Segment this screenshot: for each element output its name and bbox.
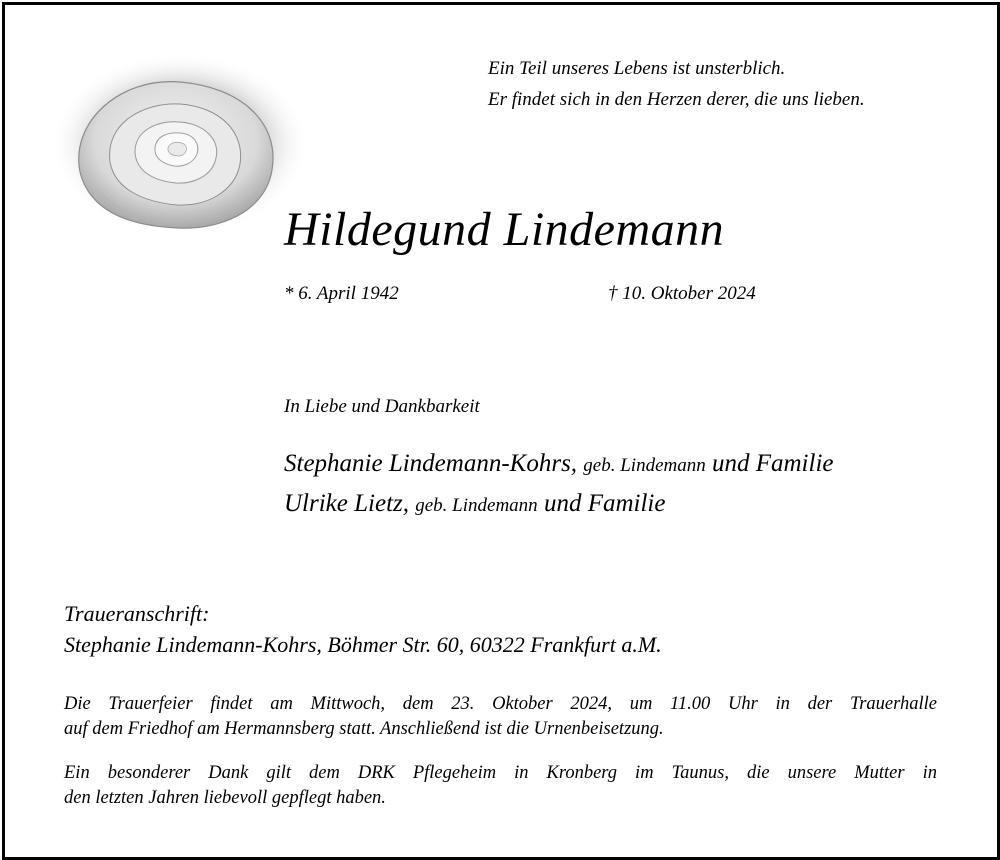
quote [488,53,865,115]
address-name: Stephanie Lindemann-Kohrs, [64,632,322,657]
mourner-line [284,490,665,518]
ceremony-paragraph [64,692,937,742]
birth-date: * 6. April 1942 [284,283,399,304]
death-date: † 10. Oktober 2024 [608,283,756,304]
mourner-name: Stephanie Lindemann-Kohrs, [284,450,578,477]
address-line [64,632,662,658]
address-street: Böhmer Str. 60, 60322 Frankfurt a.M. [327,632,662,657]
quote-line-2: Er findet sich in den Herzen derer, die uns lieben. [488,89,865,110]
rose-icon [40,52,310,237]
thanks-line-2: den letzten Jahren liebevoll gepflegt haben. [64,788,386,808]
mourner-line [284,450,834,478]
quote-line-1: Ein Teil unseres Lebens ist unsterblich. [488,58,786,79]
deceased-name: Hildegund Lindemann [284,203,725,256]
mourner-name: Ulrike Lietz, [284,490,409,517]
ceremony-line-1: Die Trauerfeier findet am Mittwoch, dem 23. Oktober 2024, um 11.00 Uhr in der Trauerhalle [64,694,937,714]
mourner-nee: geb. Lindemann [415,495,538,516]
thanks-paragraph [64,761,937,811]
thanks-line-1: Ein besonderer Dank gilt dem DRK Pflegeheim in Kronberg im Taunus, die unsere Mutter in [64,763,937,783]
address-label: Traueranschrift: [64,601,210,626]
mourner-suffix: und Familie [711,450,834,477]
ceremony-line-2: auf dem Friedhof am Hermannsberg statt. Anschließend ist die Urnenbeisetzung. [64,719,664,739]
mourners-intro: In Liebe und Dankbarkeit [284,396,480,417]
mourner-suffix: und Familie [543,490,666,517]
mourner-nee: geb. Lindemann [583,455,706,476]
